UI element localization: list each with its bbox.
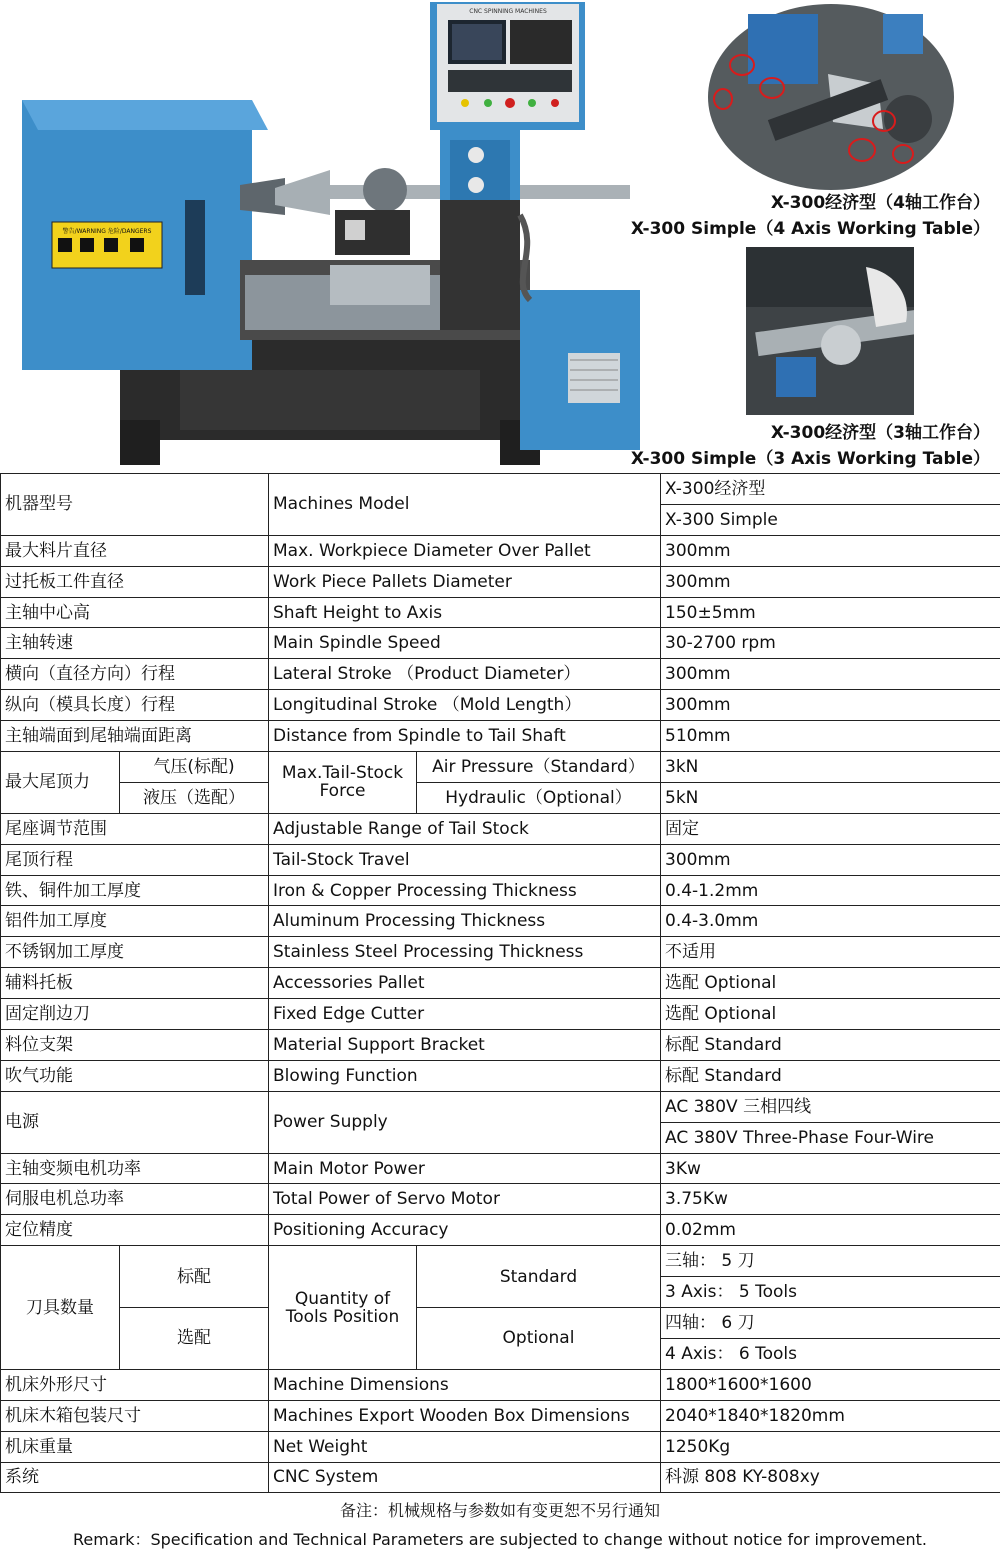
three-axis-caption-en: X-300 Simple（3 Axis Working Table）	[630, 449, 990, 469]
table-row	[1, 968, 1000, 999]
spec-value: 3.75Kw	[661, 1184, 1000, 1215]
table-row	[1, 474, 1000, 505]
cnc-spinning-machine-photo	[0, 0, 650, 470]
table-row	[1, 1030, 1000, 1061]
three-axis-caption	[631, 420, 990, 472]
spec-value: 选配 Optional	[661, 999, 1000, 1030]
tools-optional-value-en: 4 Axis： 6 Tools	[661, 1338, 1000, 1369]
spec-table	[0, 473, 1000, 1493]
tools-optional-en: Optional	[417, 1308, 661, 1370]
spec-label-en: Longitudinal Stroke （Mold Length）	[269, 690, 661, 721]
spec-label-cn: 尾顶行程	[1, 844, 269, 875]
spec-label-cn: 辅料托板	[1, 968, 269, 999]
spec-label-en: Shaft Height to Axis	[269, 597, 661, 628]
table-row	[1, 721, 1000, 752]
spec-label-cn: 定位精度	[1, 1215, 269, 1246]
warning-label	[52, 222, 162, 268]
tail-force-label-en: Max.Tail-Stock Force	[269, 752, 417, 814]
spec-label-en: Net Weight	[269, 1431, 661, 1462]
spec-label-cn: 最大料片直径	[1, 535, 269, 566]
spec-label-en: Adjustable Range of Tail Stock	[269, 813, 661, 844]
spec-label-en: Blowing Function	[269, 1060, 661, 1091]
table-row	[1, 1215, 1000, 1246]
tools-optional-cn: 选配	[120, 1308, 269, 1370]
spec-value: 300mm	[661, 659, 1000, 690]
tools-label-cn: 刀具数量	[1, 1246, 120, 1370]
model-value-en: X-300 Simple	[661, 504, 1000, 535]
spec-label-en: Work Piece Pallets Diameter	[269, 566, 661, 597]
table-row	[1, 1431, 1000, 1462]
spec-value: 标配 Standard	[661, 1030, 1000, 1061]
spec-value: 510mm	[661, 721, 1000, 752]
table-row	[1, 659, 1000, 690]
spec-value: 标配 Standard	[661, 1060, 1000, 1091]
svg-text:CNC SPINNING MACHINES: CNC SPINNING MACHINES	[469, 8, 547, 15]
spec-value: 300mm	[661, 535, 1000, 566]
air-pressure-value: 3kN	[661, 752, 1000, 783]
spec-value: 选配 Optional	[661, 968, 1000, 999]
air-pressure-label-en: Air Pressure（Standard）	[417, 752, 661, 783]
spec-label-cn: 横向（直径方向）行程	[1, 659, 269, 690]
spec-label-cn: 机床重量	[1, 1431, 269, 1462]
table-row	[1, 1400, 1000, 1431]
svg-text:警告/WARNING 危险/DANGERS: 警告/WARNING 危险/DANGERS	[62, 228, 152, 235]
spec-label-cn: 伺服电机总功率	[1, 1184, 269, 1215]
power-label-en: Power Supply	[269, 1091, 661, 1153]
spec-label-en: Iron & Copper Processing Thickness	[269, 875, 661, 906]
table-row	[1, 937, 1000, 968]
spec-value: 科源 808 KY-808xy	[661, 1462, 1000, 1493]
power-value-en: AC 380V Three-Phase Four-Wire	[661, 1122, 1000, 1153]
spec-label-cn: 铁、铜件加工厚度	[1, 875, 269, 906]
tools-standard-en: Standard	[417, 1246, 661, 1308]
hydraulic-label-en: Hydraulic（Optional）	[417, 782, 661, 813]
spec-label-en: Stainless Steel Processing Thickness	[269, 937, 661, 968]
four-axis-caption-en: X-300 Simple（4 Axis Working Table）	[630, 219, 990, 239]
spec-label-cn: 机床外形尺寸	[1, 1369, 269, 1400]
spec-label-en: Aluminum Processing Thickness	[269, 906, 661, 937]
power-value-cn: AC 380V 三相四线	[661, 1091, 1000, 1122]
table-row	[1, 1184, 1000, 1215]
table-row	[1, 1369, 1000, 1400]
spec-value: 300mm	[661, 844, 1000, 875]
remark-cn: 备注：机械规格与参数如有变更恕不另行通知	[339, 1501, 660, 1520]
tools-label-en: Quantity of Tools Position	[269, 1246, 417, 1370]
spec-value: 0.4-3.0mm	[661, 906, 1000, 937]
spec-label-cn: 尾座调节范围	[1, 813, 269, 844]
four-axis-detail-photo	[708, 4, 954, 190]
spec-label-en: Main Motor Power	[269, 1153, 661, 1184]
hydraulic-value: 5kN	[661, 782, 1000, 813]
spec-label-cn: 铝件加工厚度	[1, 906, 269, 937]
tail-force-label-cn: 最大尾顶力	[1, 752, 120, 814]
air-pressure-label-cn: 气压(标配)	[120, 752, 269, 783]
table-row	[1, 844, 1000, 875]
table-row	[1, 628, 1000, 659]
spec-label-en: Machine Dimensions	[269, 1369, 661, 1400]
spec-value: 0.4-1.2mm	[661, 875, 1000, 906]
spec-value: 1800*1600*1600	[661, 1369, 1000, 1400]
table-row	[1, 1246, 1000, 1277]
tools-standard-cn: 标配	[120, 1246, 269, 1308]
spec-label-en: Max. Workpiece Diameter Over Pallet	[269, 535, 661, 566]
spec-value: 固定	[661, 813, 1000, 844]
three-axis-detail-photo	[746, 247, 914, 415]
power-label-cn: 电源	[1, 1091, 269, 1153]
spec-label-cn: 不锈钢加工厚度	[1, 937, 269, 968]
table-row	[1, 566, 1000, 597]
model-label-en: Machines Model	[269, 474, 661, 536]
spec-label-en: Positioning Accuracy	[269, 1215, 661, 1246]
spec-value: 1250Kg	[661, 1431, 1000, 1462]
spec-value: 150±5mm	[661, 597, 1000, 628]
spec-label-cn: 主轴中心高	[1, 597, 269, 628]
spec-label-en: Tail-Stock Travel	[269, 844, 661, 875]
spec-label-cn: 过托板工件直径	[1, 566, 269, 597]
model-label-cn: 机器型号	[1, 474, 269, 536]
table-row	[1, 1308, 1000, 1339]
spec-label-en: Lateral Stroke （Product Diameter）	[269, 659, 661, 690]
spec-label-cn: 主轴变频电机功率	[1, 1153, 269, 1184]
spec-label-en: Machines Export Wooden Box Dimensions	[269, 1400, 661, 1431]
table-row	[1, 535, 1000, 566]
remark-en: Remark：Specification and Technical Parameters are subjected to change without notice for improvement.	[73, 1530, 927, 1549]
tools-standard-value-en: 3 Axis： 5 Tools	[661, 1277, 1000, 1308]
spec-label-en: Material Support Bracket	[269, 1030, 661, 1061]
table-row	[1, 1153, 1000, 1184]
four-axis-caption-cn: X-300经济型（4轴工作台）	[770, 193, 990, 213]
model-value-cn: X-300经济型	[661, 474, 1000, 505]
tools-optional-value-cn: 四轴： 6 刀	[661, 1308, 1000, 1339]
table-row	[1, 752, 1000, 783]
spec-value: 300mm	[661, 566, 1000, 597]
table-row	[1, 813, 1000, 844]
spec-label-cn: 机床木箱包装尺寸	[1, 1400, 269, 1431]
spec-value: 不适用	[661, 937, 1000, 968]
table-row	[1, 782, 1000, 813]
table-row	[1, 1091, 1000, 1122]
spec-label-en: Total Power of Servo Motor	[269, 1184, 661, 1215]
table-row	[1, 1462, 1000, 1493]
table-row	[1, 999, 1000, 1030]
table-row	[1, 1060, 1000, 1091]
spec-value: 0.02mm	[661, 1215, 1000, 1246]
spec-value: 2040*1840*1820mm	[661, 1400, 1000, 1431]
table-row	[1, 906, 1000, 937]
three-axis-caption-cn: X-300经济型（3轴工作台）	[770, 423, 990, 443]
spec-label-en: Fixed Edge Cutter	[269, 999, 661, 1030]
spec-label-cn: 主轴转速	[1, 628, 269, 659]
spec-label-en: Main Spindle Speed	[269, 628, 661, 659]
spec-value: 300mm	[661, 690, 1000, 721]
remark	[0, 1496, 1000, 1554]
four-axis-caption	[631, 190, 990, 242]
table-row	[1, 597, 1000, 628]
spec-label-cn: 料位支架	[1, 1030, 269, 1061]
table-row	[1, 690, 1000, 721]
spec-label-cn: 主轴端面到尾轴端面距离	[1, 721, 269, 752]
spec-label-en: Accessories Pallet	[269, 968, 661, 999]
spec-label-cn: 系统	[1, 1462, 269, 1493]
table-row	[1, 875, 1000, 906]
spec-label-cn: 吹气功能	[1, 1060, 269, 1091]
spec-label-cn: 固定削边刀	[1, 999, 269, 1030]
spec-label-cn: 纵向（模具长度）行程	[1, 690, 269, 721]
spec-label-en: Distance from Spindle to Tail Shaft	[269, 721, 661, 752]
spec-value: 3Kw	[661, 1153, 1000, 1184]
header-area	[0, 0, 1000, 473]
tools-standard-value-cn: 三轴： 5 刀	[661, 1246, 1000, 1277]
spec-value: 30-2700 rpm	[661, 628, 1000, 659]
hydraulic-label-cn: 液压（选配）	[120, 782, 269, 813]
spec-label-en: CNC System	[269, 1462, 661, 1493]
